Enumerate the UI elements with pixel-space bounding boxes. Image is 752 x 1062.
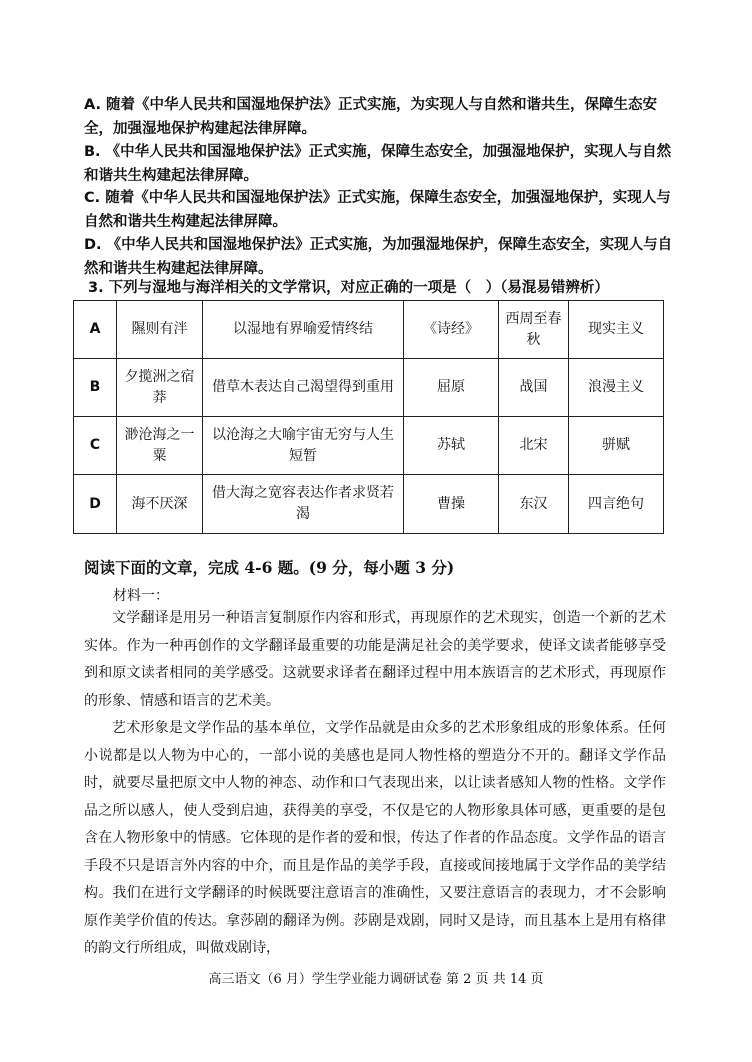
paragraph: 文学翻译是用另一种语言复制原作内容和形式，再现原作的艺术现实，创造一个新的艺术实体。作为一种再创作的文学翻译最重要的功能是满足社会的美学要求，使译文读者能够享受到和原文读者相同的美学感受。这就要求译者在翻译过程中用本族语言的艺术形式，再现原作的形象、情感和语言的艺术美。 [84,610,666,709]
page-footer: 高三语文（6 月）学生学业能力调研试卷 第 2 页 共 14 页 [208,972,544,987]
option-a: A. 随着《中华人民共和国湿地保护法》正式实施，为实现人与自然和谐共生，保障生态安全，加强湿地保护构建起法律屏障。 [84,97,658,137]
literature-table [73,300,664,534]
row-letter: D [74,475,117,534]
cell-content: 借大海之宽容表达作者求贤若渴 [203,475,404,534]
cell-content: 以沧海之大喻宇宙无穷与人生短暂 [203,417,404,475]
option-b: B. 《中华人民共和国湿地保护法》正式实施，保障生态安全，加强湿地保护，实现人与自然和谐共生构建起法律屏障。 [84,144,672,184]
row-letter: C [74,417,117,475]
cell-style: 现实主义 [569,301,664,359]
material-label: 材料一： [113,588,169,604]
cell-era: 西周至春秋 [499,301,569,359]
reading-heading: 阅读下面的文章，完成 4-6 题。(9 分，每小题 3 分) [84,558,455,577]
table-row [74,359,664,417]
cell-title: 夕揽洲之宿莽 [117,359,203,417]
cell-style: 浪漫主义 [569,359,664,417]
cell-author: 苏轼 [404,417,499,475]
table-row [74,417,664,475]
cell-content: 以湿地有界喻爱情终结 [203,301,404,359]
question-3-stem: 3. 下列与湿地与海洋相关的文学常识，对应正确的一项是（ ）（易混易错辨析） [88,280,609,296]
cell-author: 屈原 [404,359,499,417]
cell-author: 《诗经》 [404,301,499,359]
cell-title: 渺沧海之一粟 [117,417,203,475]
row-letter: B [74,359,117,417]
cell-era: 北宋 [499,417,569,475]
cell-title: 海不厌深 [117,475,203,534]
cell-style: 骈赋 [569,417,664,475]
cell-content: 借草木表达自己渴望得到重用 [203,359,404,417]
cell-author: 曹操 [404,475,499,534]
option-c: C. 随着《中华人民共和国湿地保护法》正式实施，保障生态安全，加强湿地保护，实现人与自然和谐共生构建起法律屏障。 [84,190,671,230]
table-row [74,475,664,534]
cell-era: 战国 [499,359,569,417]
cell-title: 隰则有泮 [117,301,203,359]
option-d: D. 《中华人民共和国湿地保护法》正式实施，为加强湿地保护，保障生态安全，实现人与自然和谐共生构建起法律屏障。 [84,237,673,277]
cell-style: 四言绝句 [569,475,664,534]
paragraph: 艺术形象是文学作品的基本单位，文学作品就是由众多的艺术形象组成的形象体系。任何小说都是以人物为中心的，一部小说的美感也是同人物性格的塑造分不开的。翻译文学作品时，就要尽量把原文中人物的神态、动作和口气表现出来，以让读者感知人物的性格。文学作品之所以感人，使人受到启迪，获得美的享受，不仅是它的人物形象具体可感，更重要的是包含在人物形象中的情感。它体现的是作者的爱和恨，传达了作者的作品态度。文学作品的语言手段不只是语言外内容的中介，而且是作品的美学手段，直接或间接地属于文学作品的美学结构。我们在进行文学翻译的时候既要注意语言的准确性，又要注意语言的表现力，才不会影响原作美学价值的传达。拿莎剧的翻译为例。莎剧是戏剧，同时又是诗，而且基本上是用有格律的韵文行所组成，叫做戏剧诗， [84,720,666,956]
cell-era: 东汉 [499,475,569,534]
row-letter: A [74,301,117,359]
table-row [74,301,664,359]
